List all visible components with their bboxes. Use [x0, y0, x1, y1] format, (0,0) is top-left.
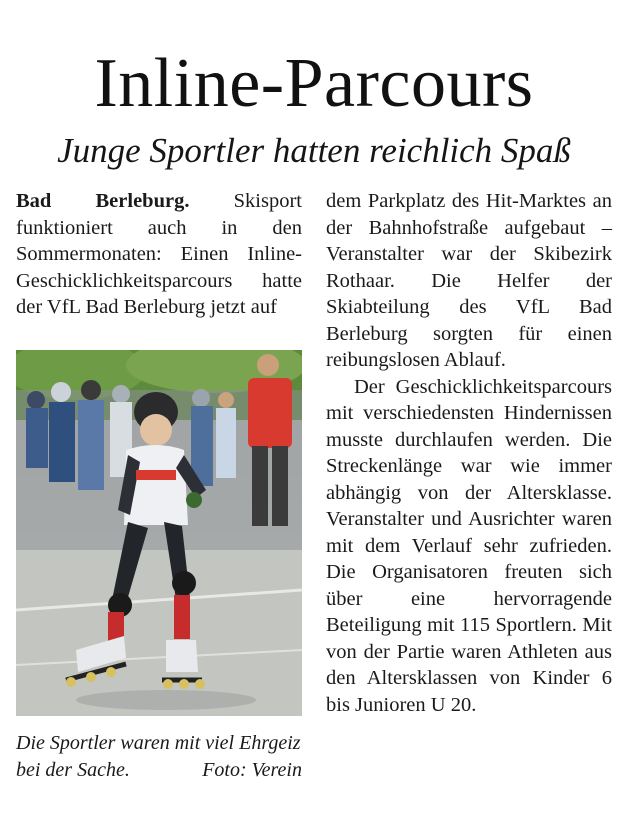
dateline: Bad Berleburg.: [16, 190, 190, 212]
text-column-left: [16, 188, 302, 321]
article-photo: [16, 350, 302, 716]
article-subheadline: Junge Sportler hatten reichlich Spaß: [57, 131, 571, 170]
body-text-right-2: Der Geschicklichkeitsparcours mit verschiedensten Hindernissen musste durchlaufen werden. Die Streckenlänge war wie immer abhängig von der Altersklasse. Veranstalter und Ausrichter waren mit dem Verlauf sehr zufrieden. Die Organisatoren freuten sich über eine hervorragende Beteiligung mit 115 Sportlern. Mit von der Partie waren Athleten aus den Altersklassen von Kinder 6 bis Junioren U 20.: [326, 375, 612, 716]
caption-text: Die Sportler waren mit viel Ehrgeiz bei der Sache.: [16, 732, 301, 781]
photo-credit: Foto: Verein: [202, 759, 302, 781]
body-text-left: Skisport funktioniert auch in den Sommermonaten: Einen Inline-Geschicklichkeitsparcours hatte der VfL Bad Berleburg jetzt auf: [16, 190, 302, 318]
article-headline: Inline-Parcours: [94, 45, 534, 122]
photo-caption: [16, 730, 302, 784]
body-text-right-1: dem Parkplatz des Hit-Marktes an der Bahnhofstraße aufgebaut – Veranstalter war der Skibezirk Rothaar. Die Helfer der Skiabteilung des VfL Bad Berleburg sorgten für einen reibungslosen Ablauf.: [326, 190, 612, 371]
inline-skater-photo: [16, 350, 302, 716]
text-column-right: [326, 188, 612, 718]
